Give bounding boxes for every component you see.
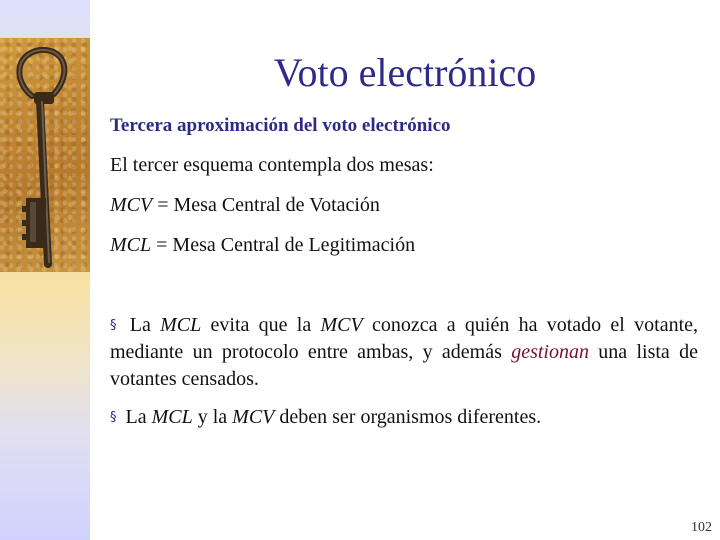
bullet-text: deben ser organismos diferentes. — [274, 406, 542, 428]
definition-mcl-text: = Mesa Central de Legitimación — [151, 234, 416, 256]
page-number: 102 — [691, 520, 712, 535]
bullet-term: MCV — [232, 406, 275, 428]
term-mcv: MCV — [110, 194, 153, 216]
definition-mcv-text: = Mesa Central de Votación — [152, 194, 380, 216]
bullet-item — [110, 312, 698, 393]
intro-line: El tercer esquema contempla dos mesas: — [110, 154, 434, 176]
bullet-item — [110, 404, 698, 431]
term-mcl: MCL — [110, 234, 152, 256]
decorative-sidebar — [0, 0, 90, 540]
bullet-term: MCL — [151, 406, 193, 428]
bullet-text: una lista de votantes censados. — [110, 341, 698, 390]
bullet-text: conozca a quién ha votado el votante, mediante un protocolo entre ambas, y además — [110, 314, 698, 363]
bullet-text: y la — [192, 406, 233, 428]
bullet-marker-icon: § — [110, 318, 117, 333]
bullet-text: evita que la — [201, 314, 321, 336]
bullet-marker-icon: § — [110, 410, 117, 425]
slide-subheading: Tercera aproximación del voto electrónico — [110, 115, 451, 136]
iron-key-icon — [0, 38, 90, 272]
definition-mcv — [110, 192, 380, 218]
bullet-text: La — [120, 406, 152, 428]
slide-title: Voto electrónico — [273, 50, 537, 95]
bullet-term: MCV — [320, 314, 363, 336]
highlighted-word: gestionan — [511, 341, 589, 363]
key-photo — [0, 38, 90, 272]
bullet-term: MCL — [160, 314, 202, 336]
bullet-text: La — [120, 314, 161, 336]
definition-mcl — [110, 232, 415, 258]
